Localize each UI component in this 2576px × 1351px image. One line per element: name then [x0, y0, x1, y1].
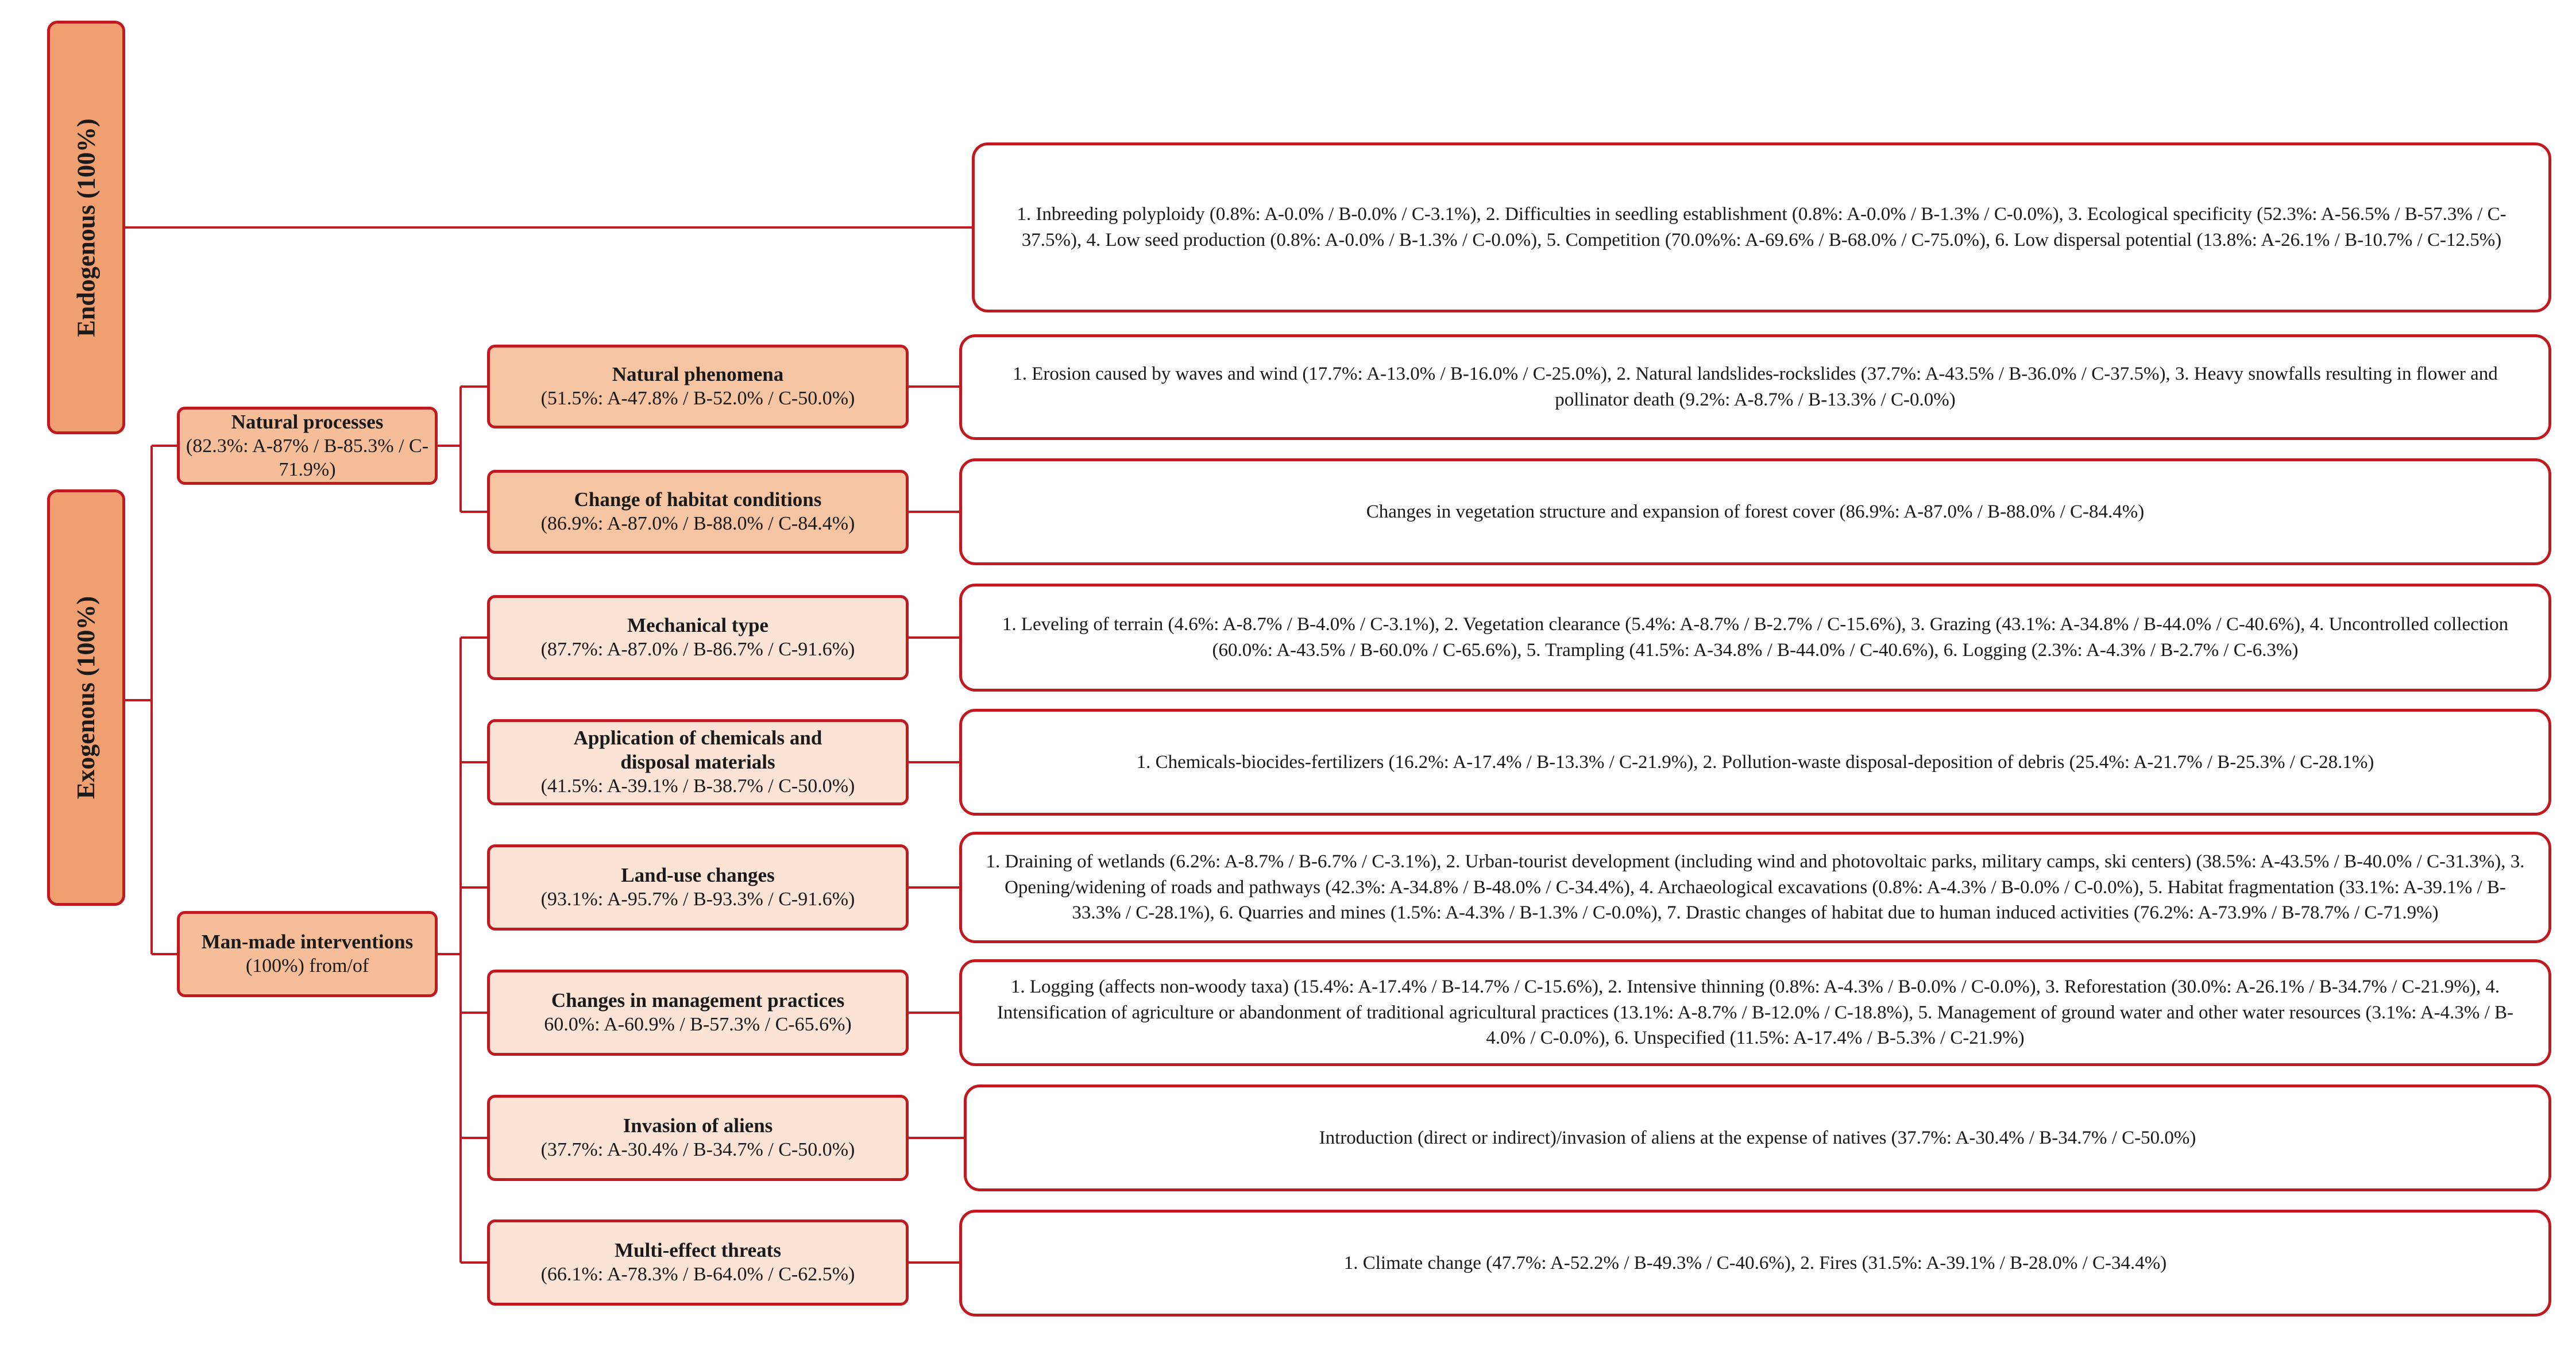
detail-aliens: [964, 1084, 2551, 1191]
endogenous-label: Endogenous (100%): [72, 118, 101, 337]
detail-habitat-text: Changes in vegetation structure and expansion of forest cover (86.9%: A-87.0% / B-88.0% / C-84.4%): [1366, 501, 2145, 522]
detail-multi-effect: [959, 1210, 2551, 1317]
node-multi-effect-threats: [487, 1219, 909, 1306]
habitat-conditions-stats: (86.9%: A-87.0% / B-88.0% / C-84.4%): [540, 513, 855, 535]
node-man-made-interventions: [177, 911, 438, 997]
detail-land-use: [959, 832, 2551, 943]
detail-chemicals-text: 1. Chemicals-biocides-fertilizers (16.2%: A-17.4% / B-13.3% / C-21.9%), 2. Pollution-waste disposal-deposition of debris (25.4%: A-21.7% / B-25.3% / C-28.1%): [1136, 751, 2374, 773]
detail-natural-phenomena-text: 1. Erosion caused by waves and wind (17.7%: A-13.0% / B-16.0% / C-25.0%), 2. Natural landslides-rockslides (37.7%: A-43.5% / B-36.0% / C-37.5%), 3. Heavy snowfalls resulting in flower and pollinator death (9.2%: A-8.7% / B-13.3% / C-0.0%): [1013, 364, 2498, 410]
node-mechanical-type: [487, 595, 909, 680]
natural-processes-stats: (82.3%: A-87% / B-85.3% / C-71.9%): [186, 435, 429, 480]
detail-multi-effect-text: 1. Climate change (47.7%: A-52.2% / B-49.3% / C-40.6%), 2. Fires (31.5%: A-39.1% / B-28.0% / C-34.4%): [1343, 1252, 2167, 1273]
detail-management: [959, 959, 2551, 1066]
detail-mechanical: [959, 584, 2551, 692]
land-use-title: Land-use changes: [621, 864, 775, 887]
detail-mechanical-text: 1. Leveling of terrain (4.6%: A-8.7% / B-4.0% / C-3.1%), 2. Vegetation clearance (5.4%: A-8.7% / B-2.7% / C-15.6%), 3. Grazing (43.1%: A-34.8% / B-44.0% / C-40.6%), 4. Uncontrolled collection (60.0%: A-43.5% / B-60.0% / C-65.6%), 5. Trampling (41.5%: A-34.8% / B-44.0% / C-40.6%), 6. Logging (2.3%: A-4.3% / B-2.7% / C-6.3%): [1002, 614, 2509, 661]
aliens-stats: (37.7%: A-30.4% / B-34.7% / C-50.0%): [540, 1139, 855, 1161]
multi-effect-title: Multi-effect threats: [615, 1239, 781, 1262]
detail-management-text: 1. Logging (affects non-woody taxa) (15.4%: A-17.4% / B-14.7% / C-15.6%), 2. Intensive thinning (0.8%: A-4.3% / B-0.0% / C-0.0%), 3. Reforestation (30.0%: A-26.1% / B-34.7% / C-21.9%), 4. Intensification of agriculture or abandonment of traditional agricultural practices (13.1%: A-8.7% / B-12.0% / C-18.8%), 5. Management of ground water and other water resources (3.1%: A-4.3% / B-4.0% / C-0.0%), 6. Unspecified (11.5%: A-17.4% / B-5.3% / C-21.9%): [997, 976, 2514, 1049]
detail-endogenous-text: 1. Inbreeding polyploidy (0.8%: A-0.0% / B-0.0% / C-3.1%), 2. Difficulties in seedling establishment (0.8%: A-0.0% / B-1.3% / C-0.0%), 3. Ecological specificity (52.3%: A-56.5% / B-57.3% / C-37.5%), 4. Low seed production (0.8%: A-0.0% / B-1.3% / C-0.0%), 5. Competition (70.0%%: A-69.6% / B-68.0% / C-75.0%), 6. Low dispersal potential (13.8%: A-26.1% / B-10.7% / C-12.5%): [1017, 204, 2507, 250]
management-stats: 60.0%: A-60.9% / B-57.3% / C-65.6%): [544, 1014, 852, 1036]
node-chemicals: [487, 719, 909, 805]
detail-chemicals: [959, 709, 2551, 816]
mechanical-type-title: Mechanical type: [627, 614, 768, 637]
node-natural-processes: [177, 407, 438, 485]
node-exogenous: [47, 489, 125, 906]
natural-phenomena-title: Natural phenomena: [612, 363, 784, 386]
aliens-title: Invasion of aliens: [623, 1114, 773, 1137]
detail-natural-phenomena: [959, 334, 2551, 440]
node-land-use-changes: [487, 844, 909, 931]
chemicals-title: Application of chemicals and disposal materials: [573, 727, 822, 774]
detail-land-use-text: 1. Draining of wetlands (6.2%: A-8.7% / B-6.7% / C-3.1%), 2. Urban-tourist development (including wind and photovoltaic parks, military camps, ski centers) (38.5%: A-43.5% / B-40.0% / C-31.3%), 3. Opening/widening of roads and pathways (42.3%: A-34.8% / B-48.0% / C-34.4%), 4. Archaeological excavations (0.8%: A-4.3% / B-0.0% / C-0.0%), 5. Habitat fragmentation (33.1%: A-39.1% / B-33.3% / C-28.1%), 6. Quarries and mines (1.5%: A-4.3% / B-1.3% / C-0.0%), 7. Drastic changes of habitat due to human induced activities (76.2%: A-73.9% / B-78.7% / C-71.9%): [986, 851, 2525, 924]
multi-effect-stats: (66.1%: A-78.3% / B-64.0% / C-62.5%): [540, 1264, 855, 1286]
habitat-conditions-title: Change of habitat conditions: [574, 488, 822, 511]
node-management-practices: [487, 970, 909, 1056]
land-use-stats: (93.1%: A-95.7% / B-93.3% / C-91.6%): [540, 889, 855, 910]
natural-processes-title: Natural processes: [231, 410, 384, 433]
node-invasion-of-aliens: [487, 1095, 909, 1181]
man-made-stats: (100%) from/of: [245, 955, 369, 977]
management-title: Changes in management practices: [551, 989, 845, 1012]
node-habitat-conditions: [487, 470, 909, 554]
node-endogenous: [47, 21, 125, 434]
detail-aliens-text: Introduction (direct or indirect)/invasion of aliens at the expense of natives (37.7%: A-30.4% / B-34.7% / C-50.0%): [1319, 1127, 2196, 1148]
man-made-title: Man-made interventions: [201, 931, 414, 954]
chemicals-stats: (41.5%: A-39.1% / B-38.7% / C-50.0%): [540, 775, 855, 797]
exogenous-label: Exogenous (100%): [72, 596, 101, 800]
mechanical-type-stats: (87.7%: A-87.0% / B-86.7% / C-91.6%): [540, 639, 855, 661]
natural-phenomena-stats: (51.5%: A-47.8% / B-52.0% / C-50.0%): [540, 388, 855, 410]
node-natural-phenomena: [487, 345, 909, 429]
detail-endogenous: [972, 142, 2551, 312]
detail-habitat: [959, 458, 2551, 565]
